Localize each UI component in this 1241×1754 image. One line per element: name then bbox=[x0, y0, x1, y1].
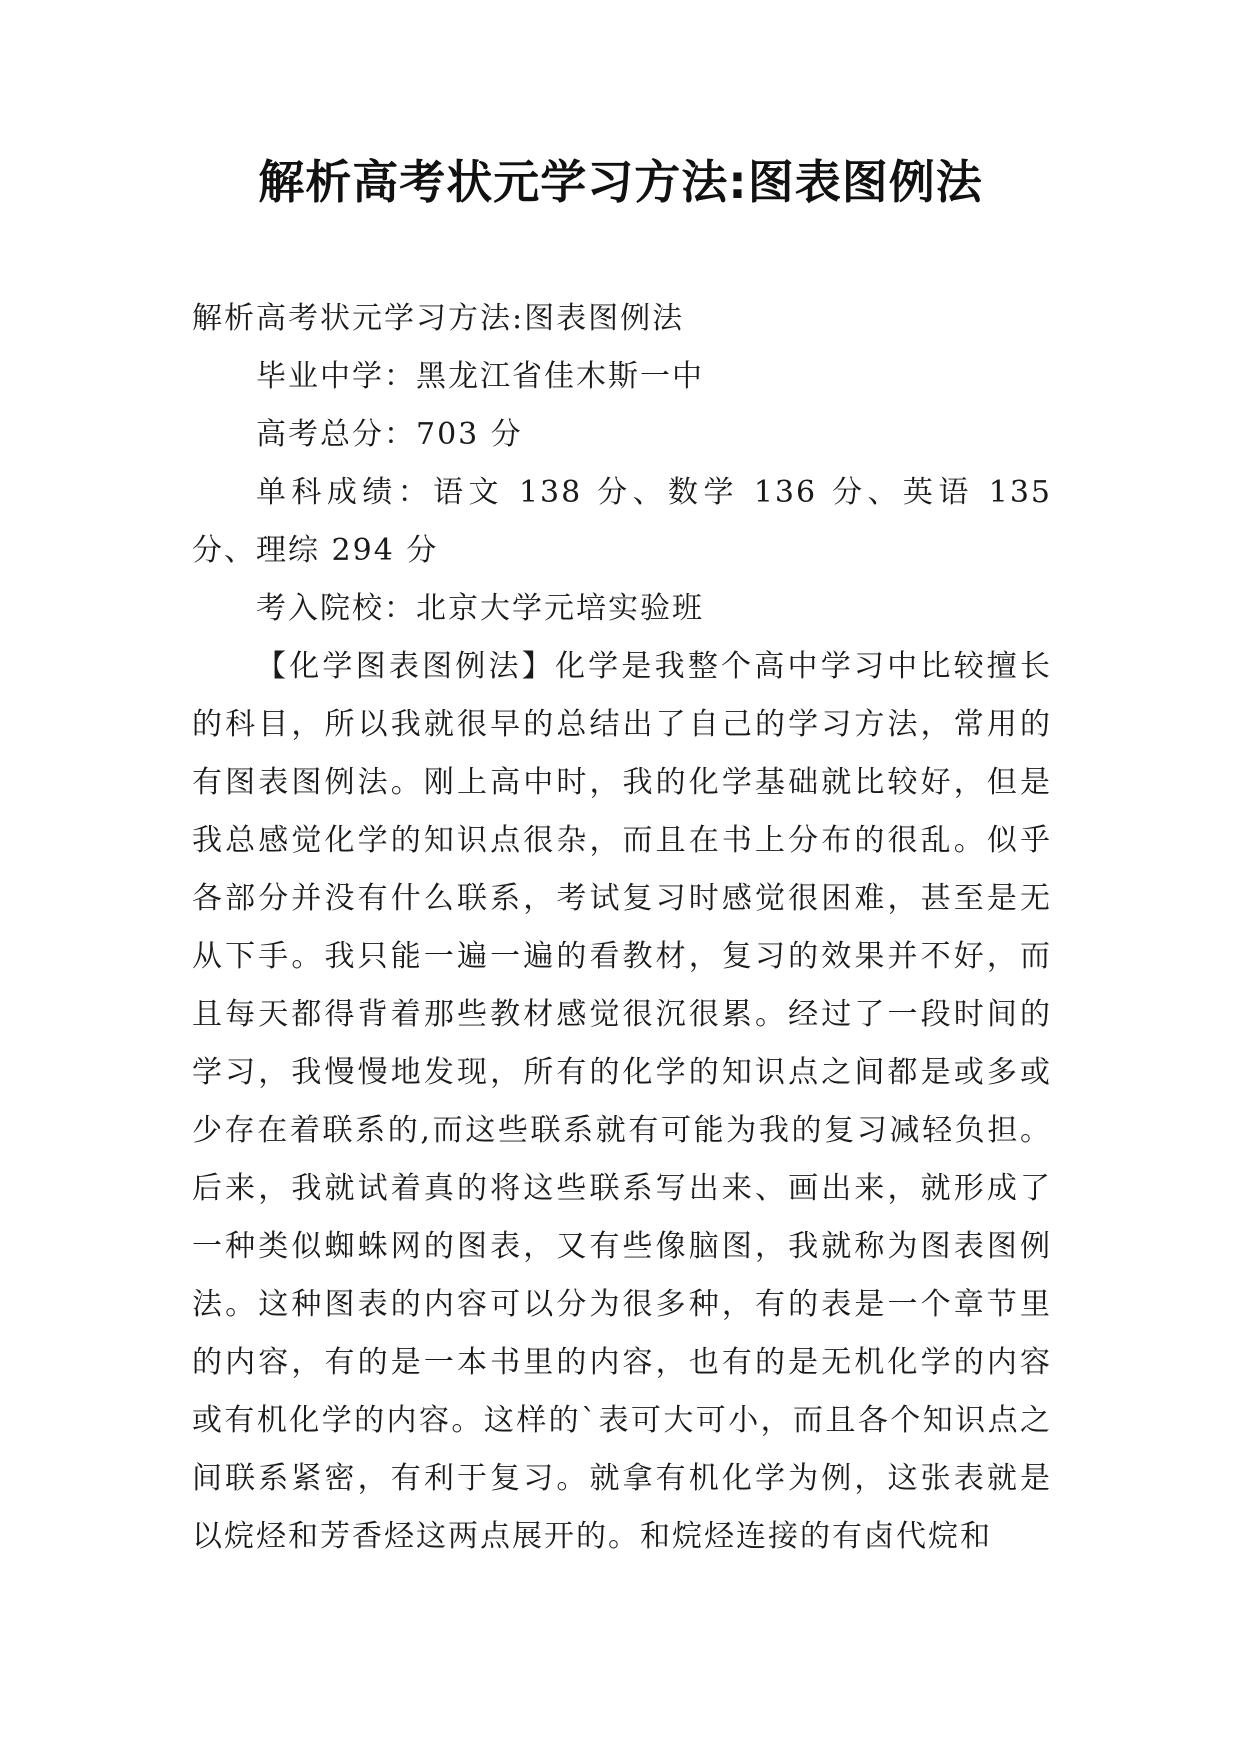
paragraph-subject-scores: 单科成绩：语文 138 分、数学 136 分、英语 135 分、理综 294 分 bbox=[192, 475, 1052, 568]
document-body bbox=[192, 290, 1052, 1566]
paragraph-chemistry-method: 【化学图表图例法】化学是我整个高中学习中比较擅长的科目，所以我就很早的总结出了自己的学习方法，常用的有图表图例法。刚上高中时，我的化学基础就比较好，但是我总感觉化学的知识点很杂，而且在书上分布的很乱。似乎各部分并没有什么联系，考试复习时感觉很困难，甚至是无从下手。我只能一遍一遍的看教材，复习的效果并不好，而且每天都得背着那些教材感觉很沉很累。经过了一段时间的学习，我慢慢地发现，所有的化学的知识点之间都是或多或少存在着联系的,而这些联系就有可能为我的复习减轻负担。后来，我就试着真的将这些联系写出来、画出来，就形成了一种类似蜘蛛网的图表，又有些像脑图，我就称为图表图例法。这种图表的内容可以分为很多种，有的表是一个章节里的内容，有的是一本书里的内容，也有的是无机化学的内容或有机化学的内容。这样的`表可大可小，而且各个知识点之间联系紧密，有利于复习。就拿有机化学为例，这张表就是以烷烃和芳香烃这两点展开的。和烷烃连接的有卤代烷和 bbox=[192, 649, 1052, 1554]
body-heading-line: 解析高考状元学习方法:图表图例法 bbox=[192, 301, 685, 336]
paragraph-school: 毕业中学：黑龙江省佳木斯一中 bbox=[256, 359, 704, 394]
paragraph-university: 考入院校：北京大学元培实验班 bbox=[256, 591, 704, 626]
paragraph-total-score: 高考总分：703 分 bbox=[256, 417, 523, 452]
document-title: 解析高考状元学习方法:图表图例法 bbox=[258, 155, 983, 209]
